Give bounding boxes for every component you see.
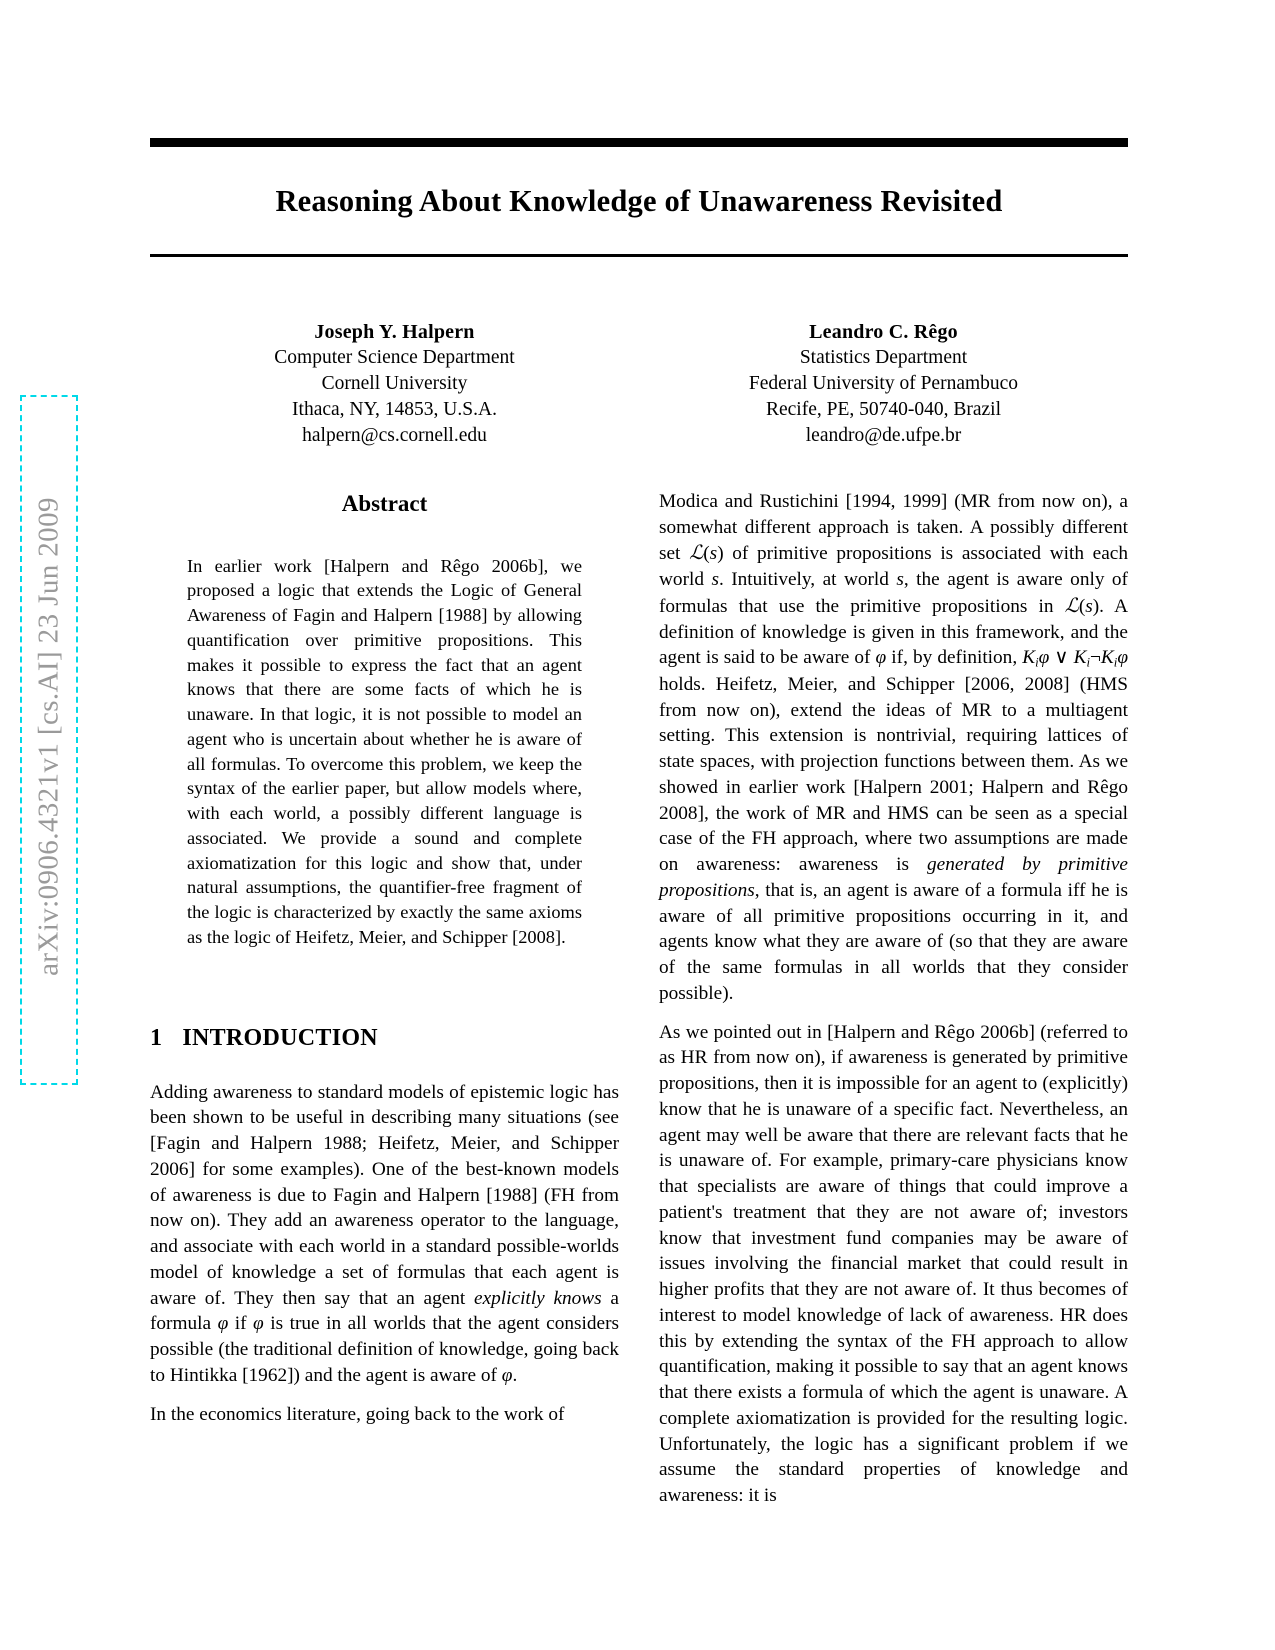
text-run: In the economics literature, going back to the work of [150,1403,565,1425]
math-symbol: K [1022,647,1036,669]
author-1 [639,319,1128,449]
math-symbol: φ [875,647,887,669]
abstract-text: In earlier work [Halpern and Rêgo 2006b], we proposed a logic that extends the Logic of General Awareness of Fagin and Halpern [1988] by allowing quantification over primitive propositions. This makes it possible to express the fact that an agent knows that there are some facts of which he is unaware. In that logic, it is not possible to model an agent who is uncertain about whether he is aware of all formulas. To overcome this problem, we keep the syntax of the earlier paper, but allow models where, with each world, a possibly different language is associated. We provide a sound and complete axiomatization for this logic and show that, under natural assumptions, the quantifier-free fragment of the logic is characterized by exactly the same axioms as the logic of Heifetz, Meier, and Schipper [2008]. [187,555,582,947]
abstract-section [150,489,619,950]
paragraph [150,1402,619,1428]
paragraph [659,1020,1128,1509]
author-name: Leandro C. Rêgo [809,320,958,343]
text-run: holds. Heifetz, Meier, and Schipper [2006, 2008] (HMS from now on), extend the ideas of MR to a multiagent setting. This extension is nontrivial, requiring lattices of state spaces, with projection functions between them. As we showed in earlier work [Halpern 2001; Halpern and Rêgo 2008], the work of MR and HMS can be seen as a special case of the FH approach, where two assumptions are made on awareness: awareness is [659,673,1128,876]
text-run: a formula [150,1287,619,1335]
math-subscript: i [1086,655,1091,670]
section-number: 1 [150,1024,163,1051]
text-run: ). A definition of knowledge is given in this framework, and the agent is said to be aware of [659,595,1128,669]
math-symbol: φ [253,1313,264,1335]
section-heading [150,1022,619,1054]
paragraph [150,1080,619,1389]
title-rule-top [150,138,1128,147]
math-script-symbol: ℒ [689,541,704,565]
left-column [150,489,619,1522]
text-run: is true in all worlds that the agent considers possible (the traditional definition of knowledge, going back to Hintikka [1962]) and the agent is aware of [150,1313,619,1386]
math-symbol: K [1073,647,1087,669]
author-block [150,319,1128,449]
math-symbol: s [711,569,719,591]
arxiv-stamp [20,395,78,1085]
text-run: . [512,1364,518,1386]
text-run: ( [703,543,710,565]
author-department: Statistics Department [799,347,968,369]
text-run: , the agent is aware only of formulas that use the primitive propositions in [659,569,1128,617]
math-symbol: s [709,543,718,565]
author-email: leandro@de.ufpe.br [805,424,962,446]
paper-page [150,0,1128,1650]
text-run: ¬ [1090,647,1101,669]
text-run: ( [1078,595,1086,617]
author-department: Computer Science Department [274,347,515,369]
math-script-symbol: ℒ [1064,593,1079,617]
emphasis-text: explicitly knows [474,1287,602,1309]
page-title: Reasoning About Knowledge of Unawareness Revisited [275,184,1003,218]
math-symbol: s [896,569,904,591]
author-address: Recife, PE, 50740-040, Brazil [765,399,1002,421]
body-columns [150,489,1128,1522]
author-0 [150,319,639,449]
author-email: halpern@cs.cornell.edu [302,424,487,446]
author-institution: Cornell University [321,373,468,395]
math-subscript: i [1035,655,1039,670]
paragraph [659,489,1128,1007]
right-column [659,489,1128,1522]
text-run: if [228,1313,254,1335]
math-symbol: s [1085,595,1093,617]
title-rule-bottom [150,254,1128,257]
left-column-body [150,1080,619,1428]
text-run: if, by definition, [886,647,1023,669]
text-run: As we pointed out in [Halpern and Rêgo 2006b] (referred to as HR from now on), if awareness is generated by primitive propositions, then it is impossible for an agent to (explicitly) know that he is unaware of a specific fact. Nevertheless, an agent may well be aware that there are relevant facts that he is unaware of. For example, primary-care physicians know that specialists are aware of things that could improve a patient's treatment that they are not aware of; investors know that investment fund companies may be aware of issues involving the financial market that could result in higher profits that they are not aware of. It thus becomes of interest to model knowledge of lack of awareness. HR does this by extending the syntax of the FH approach to allow quantification, making it possible to say that an agent knows that there exists a formula of which the agent is unaware. A complete axiomatization is provided for the resulting logic. Unfortunately, the logic has a significant problem if we assume the standard properties of knowledge and awareness: it is [659,1021,1128,1507]
author-name: Joseph Y. Halpern [314,320,475,343]
math-symbol: φ [501,1364,513,1386]
arxiv-stamp-text: arXiv:0906.4321v1 [cs.AI] 23 Jun 2009 [32,497,65,976]
text-run: . Intuitively, at world [718,569,897,591]
text-run: ∨ [1049,647,1074,669]
author-institution: Federal University of Pernambuco [748,373,1019,395]
text-run: Modica and Rustichini [1994, 1999] (MR from now on), a somewhat different approach is taken. A possibly different set [659,490,1128,565]
math-symbol: φ [1117,647,1128,669]
abstract-heading: Abstract [341,490,428,516]
text-run: Adding awareness to standard models of epistemic logic has been shown to be useful in describing many situations (see [Fagin and Halpern 1988; Heifetz, Meier, and Schipper 2006] for some examples). One of the best-known models of awareness is due to Fagin and Halpern [1988] (FH from now on). They add an awareness operator to the language, and associate with each world in a standard possible-worlds model of knowledge a set of formulas that each agent is aware of. They then say that an agent [150,1081,619,1309]
math-symbol: φ [217,1313,229,1335]
author-address: Ithaca, NY, 14853, U.S.A. [292,399,497,421]
section-title: INTRODUCTION [182,1024,378,1051]
text-run: , that is, an agent is aware of a formula iff he is aware of all primitive propositions occurring in it, and agents know what they are aware of (so that they are aware of the same formulas in all worlds that they consider possible). [659,879,1128,1004]
math-subscript: i [1113,655,1118,670]
math-symbol: K [1100,647,1114,669]
text-run: ) of primitive propositions is associated with each world [659,543,1128,591]
emphasis-text: generated by primitive propositions [659,854,1128,901]
right-column-body [659,489,1128,1509]
math-symbol: φ [1038,647,1050,669]
